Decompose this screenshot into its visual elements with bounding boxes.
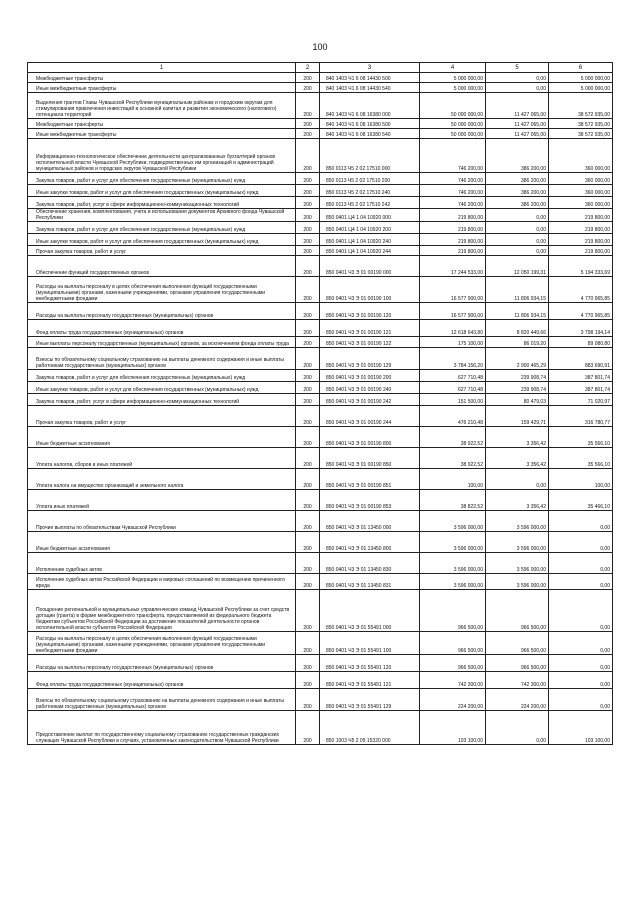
row-value-6-cell: 100,00 bbox=[549, 469, 613, 490]
row-classification-cell: 850 0401 Ч3 Э 01 00190 129 bbox=[320, 348, 420, 370]
row-code-cell: 200 bbox=[296, 711, 320, 745]
row-name-cell: Выделения грантов Главы Чувашской Республики муниципальным районам и городским округам для стимулирования привлечения инвестиций в основной капитал и развития экономического (налогового) потенциала территорий bbox=[28, 93, 296, 119]
row-value-6-cell: 219 800,00 bbox=[549, 209, 613, 222]
row-name-cell: Закупка товаров, работ, услуг в сфере информационно-коммуникационных технологий bbox=[28, 394, 296, 406]
row-code-cell: 200 bbox=[296, 672, 320, 689]
row-value-4-cell: 219 800,00 bbox=[420, 222, 486, 234]
row-value-5-cell: 12 050 199,31 bbox=[486, 256, 549, 277]
row-code-cell: 200 bbox=[296, 93, 320, 119]
row-code-cell: 200 bbox=[296, 129, 320, 139]
row-code-cell: 200 bbox=[296, 234, 320, 246]
row-value-5-cell: 386 200,00 bbox=[486, 139, 549, 173]
table-row bbox=[28, 632, 613, 655]
row-value-6-cell: 360 000,00 bbox=[549, 185, 613, 197]
header-cell: 5 bbox=[486, 63, 549, 73]
row-classification-cell: 840 1403 Ч1 6 08 16380 000 bbox=[320, 93, 420, 119]
table-row bbox=[28, 129, 613, 139]
row-code-cell: 200 bbox=[296, 406, 320, 427]
row-value-6-cell: 89 080,80 bbox=[549, 337, 613, 348]
table-row bbox=[28, 348, 613, 370]
table-row bbox=[28, 382, 613, 394]
row-value-6-cell: 3 798 194,14 bbox=[549, 320, 613, 337]
row-value-6-cell: 316 780,77 bbox=[549, 406, 613, 427]
row-code-cell: 200 bbox=[296, 655, 320, 672]
row-value-5-cell: 86 019,20 bbox=[486, 337, 549, 348]
row-value-5-cell: 0,00 bbox=[486, 711, 549, 745]
table-row bbox=[28, 256, 613, 277]
row-value-6-cell: 5 000 000,00 bbox=[549, 83, 613, 93]
row-value-4-cell: 219 800,00 bbox=[420, 246, 486, 256]
row-name-cell: Иные бюджетные ассигнования bbox=[28, 427, 296, 448]
row-value-6-cell: 0,00 bbox=[549, 590, 613, 632]
row-classification-cell: 850 0401 Ч3 Э 01 13450 831 bbox=[320, 574, 420, 590]
row-classification-cell: 850 0401 Ч3 Э 01 00190 121 bbox=[320, 320, 420, 337]
row-code-cell: 200 bbox=[296, 394, 320, 406]
table-row bbox=[28, 209, 613, 222]
table-row bbox=[28, 574, 613, 590]
row-value-6-cell: 360 000,00 bbox=[549, 139, 613, 173]
row-value-6-cell: 0,00 bbox=[549, 511, 613, 532]
row-value-5-cell: 224 200,00 bbox=[486, 689, 549, 711]
row-name-cell: Фонд оплаты труда государственных (муниципальных) органов bbox=[28, 672, 296, 689]
row-name-cell: Уплата налога на имущество организаций и земельного налога bbox=[28, 469, 296, 490]
table-row bbox=[28, 448, 613, 469]
row-code-cell: 200 bbox=[296, 197, 320, 209]
row-name-cell: Прочая закупка товаров, работ и услуг bbox=[28, 406, 296, 427]
row-value-6-cell: 0,00 bbox=[549, 574, 613, 590]
row-value-5-cell: 3 596 000,00 bbox=[486, 532, 549, 553]
row-classification-cell: 850 0401 Ч3 Э 01 00190 122 bbox=[320, 337, 420, 348]
row-name-cell: Предоставление выплат по государственному социальному страхованию государственных гражданских служащих Чувашской Республики в случаях, установленных законодательством Чувашской Республики bbox=[28, 711, 296, 745]
row-classification-cell: 850 1003 Ч5 2 05 15320 000 bbox=[320, 711, 420, 745]
row-name-cell: Иные бюджетные ассигнования bbox=[28, 532, 296, 553]
row-value-4-cell: 627 710,48 bbox=[420, 382, 486, 394]
row-name-cell: Исполнение судебных актов bbox=[28, 553, 296, 574]
row-value-6-cell: 219 800,00 bbox=[549, 234, 613, 246]
row-classification-cell: 850 0401 Ц4 1 04 10920 000 bbox=[320, 209, 420, 222]
row-classification-cell: 850 0401 Ч3 Э 01 55491 121 bbox=[320, 672, 420, 689]
row-value-5-cell: 11 806 934,15 bbox=[486, 277, 549, 303]
row-classification-cell: 840 1403 Ч1 6 08 16380 500 bbox=[320, 119, 420, 129]
row-value-4-cell: 3 596 000,00 bbox=[420, 511, 486, 532]
row-value-4-cell: 100,00 bbox=[420, 469, 486, 490]
row-code-cell: 200 bbox=[296, 320, 320, 337]
row-value-4-cell: 5 000 000,00 bbox=[420, 73, 486, 83]
row-name-cell: Иные межбюджетные трансферты bbox=[28, 83, 296, 93]
row-name-cell: Расходы на выплаты персоналу государственных (муниципальных) органов bbox=[28, 303, 296, 320]
row-value-6-cell: 219 800,00 bbox=[549, 222, 613, 234]
row-name-cell: Иные закупки товаров, работ и услуг для обеспечения государственных (муниципальных) нужд bbox=[28, 382, 296, 394]
row-value-4-cell: 3 596 000,00 bbox=[420, 532, 486, 553]
row-value-5-cell: 966 500,00 bbox=[486, 632, 549, 655]
row-value-4-cell: 966 500,00 bbox=[420, 655, 486, 672]
row-value-4-cell: 219 800,00 bbox=[420, 234, 486, 246]
row-value-4-cell: 12 618 643,80 bbox=[420, 320, 486, 337]
row-value-5-cell: 8 820 449,66 bbox=[486, 320, 549, 337]
row-value-4-cell: 742 300,00 bbox=[420, 672, 486, 689]
row-classification-cell: 850 0401 Ч3 Э 01 55491 120 bbox=[320, 655, 420, 672]
row-value-6-cell: 883 690,91 bbox=[549, 348, 613, 370]
row-value-5-cell: 3 356,42 bbox=[486, 427, 549, 448]
row-value-5-cell: 3 356,42 bbox=[486, 448, 549, 469]
table-row bbox=[28, 139, 613, 173]
row-value-5-cell: 3 596 000,00 bbox=[486, 511, 549, 532]
row-value-4-cell: 50 000 000,00 bbox=[420, 129, 486, 139]
row-value-4-cell: 50 000 000,00 bbox=[420, 93, 486, 119]
table-row bbox=[28, 119, 613, 129]
row-name-cell: Уплата иных платежей bbox=[28, 490, 296, 511]
row-name-cell: Закупка товаров, работ и услуг для обеспечения государственных (муниципальных) нужд bbox=[28, 173, 296, 185]
row-name-cell: Фонд оплаты труда государственных (муниципальных) органов bbox=[28, 320, 296, 337]
row-code-cell: 200 bbox=[296, 173, 320, 185]
row-code-cell: 200 bbox=[296, 348, 320, 370]
row-code-cell: 200 bbox=[296, 382, 320, 394]
row-classification-cell: 840 1403 Ч1 6 08 14430 540 bbox=[320, 83, 420, 93]
row-value-5-cell: 0,00 bbox=[486, 246, 549, 256]
row-value-5-cell: 239 908,74 bbox=[486, 382, 549, 394]
row-code-cell: 200 bbox=[296, 370, 320, 382]
row-value-6-cell: 219 800,00 bbox=[549, 246, 613, 256]
row-name-cell: Расходы на выплаты персоналу в целях обеспечения выполнения функций государственными (муниципальными) органами, казенными учреждениями, органами управления государственными внебюджетными фондами bbox=[28, 632, 296, 655]
table-row bbox=[28, 655, 613, 672]
table-row bbox=[28, 469, 613, 490]
row-code-cell: 200 bbox=[296, 490, 320, 511]
row-value-5-cell: 2 900 465,29 bbox=[486, 348, 549, 370]
row-name-cell: Иные межбюджетные трансферты bbox=[28, 129, 296, 139]
row-value-4-cell: 17 244 533,00 bbox=[420, 256, 486, 277]
row-value-6-cell: 0,00 bbox=[549, 532, 613, 553]
row-classification-cell: 850 0401 Ч3 Э 01 00190 242 bbox=[320, 394, 420, 406]
row-value-5-cell: 11 427 065,00 bbox=[486, 119, 549, 129]
row-value-6-cell: 35 566,10 bbox=[549, 427, 613, 448]
row-name-cell: Расходы на выплаты персоналу в целях обеспечения выполнения функций государственными (муниципальными) органами, казенными учреждениями, органами управления государственными внебюджетными фондами bbox=[28, 277, 296, 303]
row-value-4-cell: 175 100,00 bbox=[420, 337, 486, 348]
row-classification-cell: 850 0401 Ч3 Э 01 00190 851 bbox=[320, 469, 420, 490]
row-value-6-cell: 360 000,00 bbox=[549, 197, 613, 209]
row-value-4-cell: 746 200,00 bbox=[420, 173, 486, 185]
row-code-cell: 200 bbox=[296, 303, 320, 320]
row-classification-cell: 850 0401 Ч3 Э 01 00190 240 bbox=[320, 382, 420, 394]
table-header bbox=[28, 63, 613, 73]
row-value-5-cell: 11 427 065,00 bbox=[486, 129, 549, 139]
row-name-cell: Прочая закупка товаров, работ и услуг bbox=[28, 246, 296, 256]
row-classification-cell: 850 0401 Ч3 Э 01 00190 853 bbox=[320, 490, 420, 511]
row-classification-cell: 850 0401 Ц4 1 04 10920 244 bbox=[320, 246, 420, 256]
table-row bbox=[28, 590, 613, 632]
row-value-4-cell: 50 000 000,00 bbox=[420, 119, 486, 129]
header-cell: 3 bbox=[320, 63, 420, 73]
row-value-5-cell: 80 479,03 bbox=[486, 394, 549, 406]
row-value-5-cell: 0,00 bbox=[486, 222, 549, 234]
row-classification-cell: 850 0401 Ц4 1 04 10920 200 bbox=[320, 222, 420, 234]
header-cell: 2 bbox=[296, 63, 320, 73]
row-classification-cell: 840 1403 Ч1 6 08 14430 500 bbox=[320, 73, 420, 83]
page-number: 100 bbox=[312, 42, 328, 52]
table-row bbox=[28, 197, 613, 209]
table-row bbox=[28, 370, 613, 382]
row-classification-cell: 850 0401 Ч3 Э 01 00190 100 bbox=[320, 277, 420, 303]
row-code-cell: 200 bbox=[296, 246, 320, 256]
row-code-cell: 200 bbox=[296, 632, 320, 655]
row-value-5-cell: 159 429,71 bbox=[486, 406, 549, 427]
row-value-5-cell: 0,00 bbox=[486, 469, 549, 490]
row-name-cell: Прочие выплаты по обязательствам Чувашской Республики bbox=[28, 511, 296, 532]
row-classification-cell: 850 0113 Ч5 2 02 17510 242 bbox=[320, 197, 420, 209]
header-cell: 6 bbox=[549, 63, 613, 73]
row-value-4-cell: 3 596 000,00 bbox=[420, 553, 486, 574]
row-value-6-cell: 0,00 bbox=[549, 655, 613, 672]
header-cell: 4 bbox=[420, 63, 486, 73]
row-value-4-cell: 3 596 000,00 bbox=[420, 574, 486, 590]
header-cell: 1 bbox=[28, 63, 296, 73]
row-value-4-cell: 38 922,52 bbox=[420, 427, 486, 448]
row-value-5-cell: 0,00 bbox=[486, 73, 549, 83]
row-value-6-cell: 71 020,97 bbox=[549, 394, 613, 406]
row-code-cell: 200 bbox=[296, 448, 320, 469]
row-value-5-cell: 0,00 bbox=[486, 83, 549, 93]
table-row bbox=[28, 303, 613, 320]
row-value-5-cell: 966 500,00 bbox=[486, 590, 549, 632]
table-row bbox=[28, 711, 613, 745]
row-classification-cell: 850 0401 Ч3 Э 01 13450 800 bbox=[320, 532, 420, 553]
row-value-6-cell: 38 572 935,00 bbox=[549, 93, 613, 119]
row-value-6-cell: 387 801,74 bbox=[549, 370, 613, 382]
row-value-6-cell: 5 000 000,00 bbox=[549, 73, 613, 83]
row-value-4-cell: 38 822,52 bbox=[420, 490, 486, 511]
table-row bbox=[28, 73, 613, 83]
row-value-5-cell: 742 300,00 bbox=[486, 672, 549, 689]
row-code-cell: 200 bbox=[296, 532, 320, 553]
table-row bbox=[28, 320, 613, 337]
row-value-6-cell: 5 194 333,69 bbox=[549, 256, 613, 277]
row-name-cell: Иные закупки товаров, работ и услуг для обеспечения государственных (муниципальных) нужд bbox=[28, 234, 296, 246]
row-name-cell: Межбюджетные трансферты bbox=[28, 73, 296, 83]
row-value-5-cell: 0,00 bbox=[486, 209, 549, 222]
row-code-cell: 200 bbox=[296, 511, 320, 532]
row-name-cell: Уплата налогов, сборов и иных платежей bbox=[28, 448, 296, 469]
row-classification-cell: 850 0401 Ч3 Э 01 00190 120 bbox=[320, 303, 420, 320]
row-value-6-cell: 4 770 965,85 bbox=[549, 277, 613, 303]
row-code-cell: 200 bbox=[296, 277, 320, 303]
row-classification-cell: 850 0401 Ч3 Э 01 00190 000 bbox=[320, 256, 420, 277]
row-name-cell: Закупка товаров, работ, услуг в сфере информационно-коммуникационных технологий bbox=[28, 197, 296, 209]
row-value-6-cell: 0,00 bbox=[549, 632, 613, 655]
table-row bbox=[28, 83, 613, 93]
table-row bbox=[28, 689, 613, 711]
row-value-5-cell: 386 200,00 bbox=[486, 197, 549, 209]
row-name-cell: Закупка товаров, работ и услуг для обеспечения государственных (муниципальных) нужд bbox=[28, 222, 296, 234]
row-code-cell: 200 bbox=[296, 574, 320, 590]
row-code-cell: 200 bbox=[296, 139, 320, 173]
row-value-5-cell: 0,00 bbox=[486, 234, 549, 246]
row-value-4-cell: 16 577 900,00 bbox=[420, 277, 486, 303]
row-value-5-cell: 11 806 934,15 bbox=[486, 303, 549, 320]
row-code-cell: 200 bbox=[296, 209, 320, 222]
row-name-cell: Закупка товаров, работ и услуг для обеспечения государственных (муниципальных) нужд bbox=[28, 370, 296, 382]
row-value-6-cell: 0,00 bbox=[549, 553, 613, 574]
table-row bbox=[28, 672, 613, 689]
table-row bbox=[28, 173, 613, 185]
table-row bbox=[28, 490, 613, 511]
row-name-cell: Иные выплаты персоналу государственных (муниципальных) органов, за исключением фонда оплаты труда bbox=[28, 337, 296, 348]
table-row bbox=[28, 394, 613, 406]
row-code-cell: 200 bbox=[296, 469, 320, 490]
row-code-cell: 200 bbox=[296, 185, 320, 197]
row-value-5-cell: 386 200,00 bbox=[486, 173, 549, 185]
table-row bbox=[28, 277, 613, 303]
row-name-cell: Поощрение региональной и муниципальных управленческих команд Чувашской Республики за счет средств дотации (гранта) в форме межбюджетного трансферта, предоставляемой из федерального бюджета бюджетам субъектов Российской Федерации за достижение показателей деятельности органов исполнительной власти субъектов Российской Федерации bbox=[28, 590, 296, 632]
row-code-cell: 200 bbox=[296, 73, 320, 83]
row-code-cell: 200 bbox=[296, 689, 320, 711]
row-classification-cell: 850 0401 Ч3 Э 01 00190 800 bbox=[320, 427, 420, 448]
table-row bbox=[28, 222, 613, 234]
row-value-4-cell: 38 922,52 bbox=[420, 448, 486, 469]
table-row bbox=[28, 185, 613, 197]
row-value-4-cell: 224 200,00 bbox=[420, 689, 486, 711]
row-name-cell: Информационно-технологическое обеспечение деятельности централизованных бухгалтерий органов исполнительной власти Чувашской Республики, подведомственных им организаций и администраций муниципальных районов и городских округов Чувашской Республики bbox=[28, 139, 296, 173]
row-classification-cell: 850 0401 Ч3 Э 01 13450 000 bbox=[320, 511, 420, 532]
row-value-4-cell: 151 500,00 bbox=[420, 394, 486, 406]
row-value-4-cell: 746 200,00 bbox=[420, 139, 486, 173]
row-value-4-cell: 746 200,00 bbox=[420, 185, 486, 197]
row-code-cell: 200 bbox=[296, 83, 320, 93]
row-value-6-cell: 0,00 bbox=[549, 689, 613, 711]
row-value-4-cell: 966 500,00 bbox=[420, 590, 486, 632]
row-value-6-cell: 38 572 935,00 bbox=[549, 119, 613, 129]
row-name-cell: Иные закупки товаров, работ и услуг для обеспечения государственных (муниципальных) нужд bbox=[28, 185, 296, 197]
budget-table bbox=[27, 62, 613, 745]
row-name-cell: Взносы по обязательному социальному страхованию на выплаты денежного содержания и иные выплаты работникам государственных (муниципальных) органов bbox=[28, 689, 296, 711]
row-code-cell: 200 bbox=[296, 256, 320, 277]
row-value-5-cell: 386 200,00 bbox=[486, 185, 549, 197]
table-row bbox=[28, 511, 613, 532]
row-value-4-cell: 476 210,48 bbox=[420, 406, 486, 427]
row-value-4-cell: 219 800,00 bbox=[420, 209, 486, 222]
row-code-cell: 200 bbox=[296, 553, 320, 574]
row-value-4-cell: 3 784 156,20 bbox=[420, 348, 486, 370]
row-code-cell: 200 bbox=[296, 427, 320, 448]
table-row bbox=[28, 406, 613, 427]
row-code-cell: 200 bbox=[296, 337, 320, 348]
row-classification-cell: 850 0401 Ч3 Э 01 00190 200 bbox=[320, 370, 420, 382]
table-row bbox=[28, 337, 613, 348]
table-row bbox=[28, 246, 613, 256]
row-classification-cell: 850 0401 Ч3 Э 01 55491 000 bbox=[320, 590, 420, 632]
row-value-5-cell: 3 596 000,00 bbox=[486, 553, 549, 574]
row-value-4-cell: 746 200,00 bbox=[420, 197, 486, 209]
row-classification-cell: 850 0401 Ц4 1 04 10920 240 bbox=[320, 234, 420, 246]
table-row bbox=[28, 93, 613, 119]
table-row bbox=[28, 532, 613, 553]
row-classification-cell: 850 0113 Ч5 2 02 17510 200 bbox=[320, 173, 420, 185]
row-name-cell: Обеспечение функций государственных органов bbox=[28, 256, 296, 277]
row-value-4-cell: 627 710,48 bbox=[420, 370, 486, 382]
row-value-5-cell: 966 500,00 bbox=[486, 655, 549, 672]
row-value-5-cell: 239 908,74 bbox=[486, 370, 549, 382]
row-value-5-cell: 11 427 065,00 bbox=[486, 93, 549, 119]
row-name-cell: Исполнение судебных актов Российской Федерации и мировых соглашений по возмещению причиненного вреда bbox=[28, 574, 296, 590]
row-value-6-cell: 387 801,74 bbox=[549, 382, 613, 394]
row-classification-cell: 850 0113 Ч5 2 02 17510 240 bbox=[320, 185, 420, 197]
row-classification-cell: 850 0401 Ч3 Э 01 55491 100 bbox=[320, 632, 420, 655]
table-row bbox=[28, 427, 613, 448]
row-value-6-cell: 360 000,00 bbox=[549, 173, 613, 185]
row-code-cell: 200 bbox=[296, 590, 320, 632]
row-value-4-cell: 5 000 000,00 bbox=[420, 83, 486, 93]
row-name-cell: Взносы по обязательному социальному страхованию на выплаты денежного содержания и иные выплаты работникам государственных (муниципальных) органов bbox=[28, 348, 296, 370]
row-value-6-cell: 35 466,10 bbox=[549, 490, 613, 511]
row-classification-cell: 850 0401 Ч3 Э 01 13450 830 bbox=[320, 553, 420, 574]
row-classification-cell: 850 0401 Ч3 Э 01 00190 244 bbox=[320, 406, 420, 427]
row-value-6-cell: 4 770 965,85 bbox=[549, 303, 613, 320]
row-value-4-cell: 966 500,00 bbox=[420, 632, 486, 655]
row-value-5-cell: 3 356,42 bbox=[486, 490, 549, 511]
row-value-6-cell: 0,00 bbox=[549, 672, 613, 689]
row-code-cell: 200 bbox=[296, 222, 320, 234]
row-name-cell: Обеспечение хранения, комплектования, учета и использования документов Архивного фонда Чувашской Республики bbox=[28, 209, 296, 222]
row-value-5-cell: 3 596 000,00 bbox=[486, 574, 549, 590]
row-classification-cell: 850 0401 Ч3 Э 01 55491 129 bbox=[320, 689, 420, 711]
row-classification-cell: 840 1403 Ч1 6 08 16380 540 bbox=[320, 129, 420, 139]
row-name-cell: Расходы на выплаты персоналу государственных (муниципальных) органов bbox=[28, 655, 296, 672]
row-value-6-cell: 38 572 935,00 bbox=[549, 129, 613, 139]
row-code-cell: 200 bbox=[296, 119, 320, 129]
table-row bbox=[28, 553, 613, 574]
row-value-4-cell: 16 577 900,00 bbox=[420, 303, 486, 320]
row-value-4-cell: 103 100,00 bbox=[420, 711, 486, 745]
row-value-6-cell: 103 100,00 bbox=[549, 711, 613, 745]
row-value-6-cell: 35 566,10 bbox=[549, 448, 613, 469]
row-classification-cell: 850 0113 Ч5 2 02 17510 000 bbox=[320, 139, 420, 173]
table-row bbox=[28, 234, 613, 246]
row-name-cell: Межбюджетные трансферты bbox=[28, 119, 296, 129]
row-classification-cell: 850 0401 Ч3 Э 01 00190 850 bbox=[320, 448, 420, 469]
